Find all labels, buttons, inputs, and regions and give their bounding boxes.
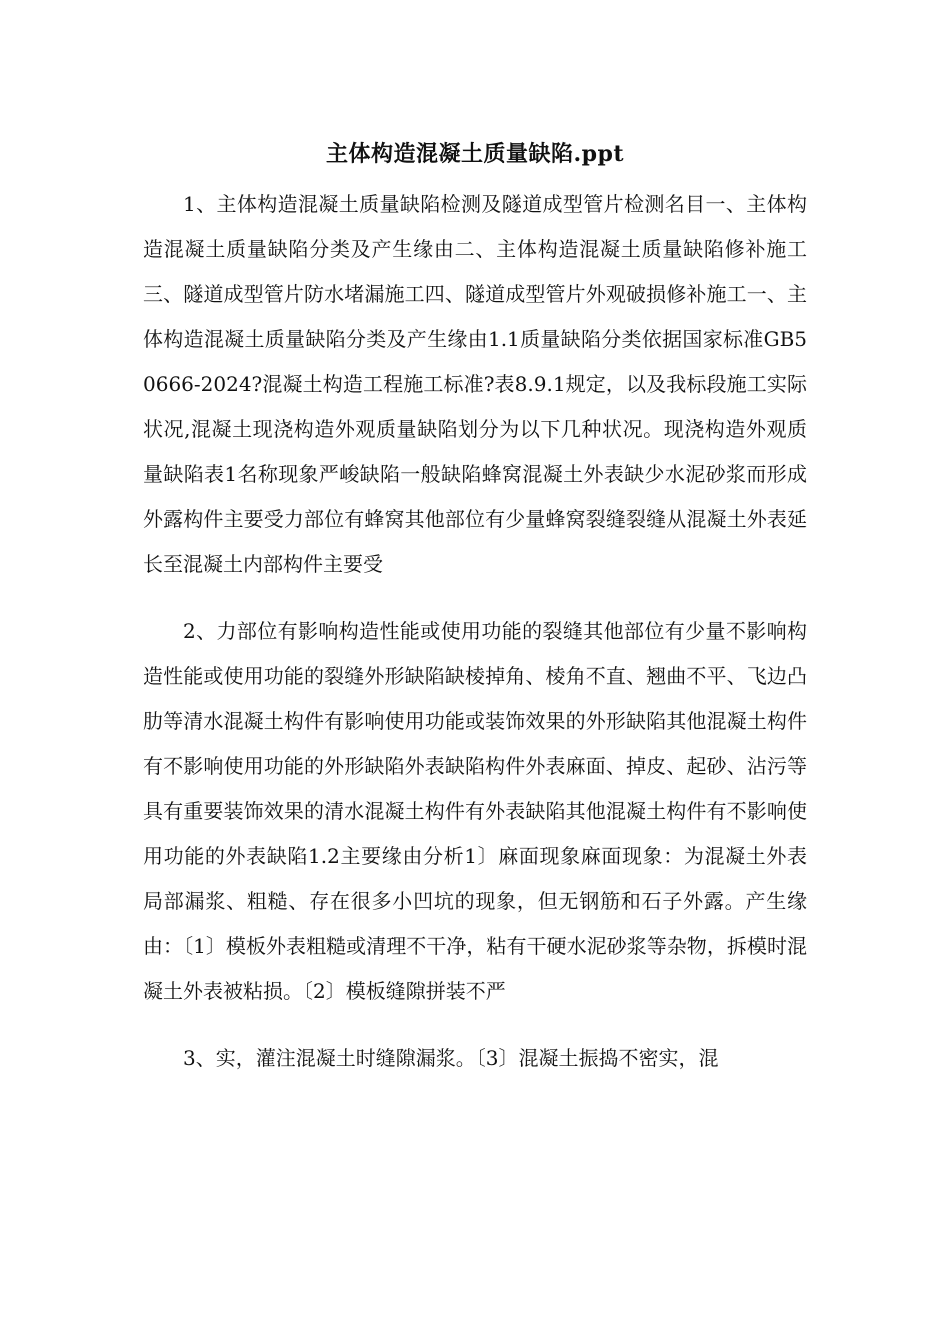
paragraph-3: 3、实，灌注混凝土时缝隙漏浆。〔3〕混凝土振捣不密实，混 — [183, 1046, 719, 1070]
document-body — [143, 182, 807, 1103]
document-title: 主体构造混凝土质量缺陷.ppt — [325, 141, 625, 167]
paragraph-2: 2、力部位有影响构造性能或使用功能的裂缝其他部位有少量不影响构造性能或使用功能的裂缝外形缺陷缺棱掉角、棱角不直、翘曲不平、飞边凸肋等清水混凝土构件有影响使用功能或装饰效果的外形缺陷其他混凝土构件有不影响使用功能的外形缺陷外表缺陷构件外表麻面、掉皮、起砂、沾污等具有重要装饰效果的清水混凝土构件有外表缺陷其他混凝土构件有不影响使用功能的外表缺陷1.2主要缘由分析1〕麻面现象麻面现象：为混凝土外表局部漏浆、粗糙、存在很多小凹坑的现象，但无钢筋和石子外露。产生缘由：〔1〕模板外表粗糙或清理不干净，粘有干硬水泥砂浆等杂物，拆模时混凝土外表被粘损。〔2〕模板缝隙拼装不严 — [143, 619, 807, 1003]
paragraph-1: 1、主体构造混凝土质量缺陷检测及隧道成型管片检测名目一、主体构造混凝土质量缺陷分类及产生缘由二、主体构造混凝土质量缺陷修补施工三、隧道成型管片防水堵漏施工四、隧道成型管片外观破损修补施工一、主体构造混凝土质量缺陷分类及产生缘由1.1质量缺陷分类依据国家标准GB50666-2024?混凝土构造工程施工标准?表8.9.1规定，以及我标段施工实际状况,混凝土现浇构造外观质量缺陷划分为以下几种状况。现浇构造外观质量缺陷表1名称现象严峻缺陷一般缺陷蜂窝混凝土外表缺少水泥砂浆而形成外露构件主要受力部位有蜂窝其他部位有少量蜂窝裂缝裂缝从混凝土外表延长至混凝土内部构件主要受 — [143, 192, 807, 576]
